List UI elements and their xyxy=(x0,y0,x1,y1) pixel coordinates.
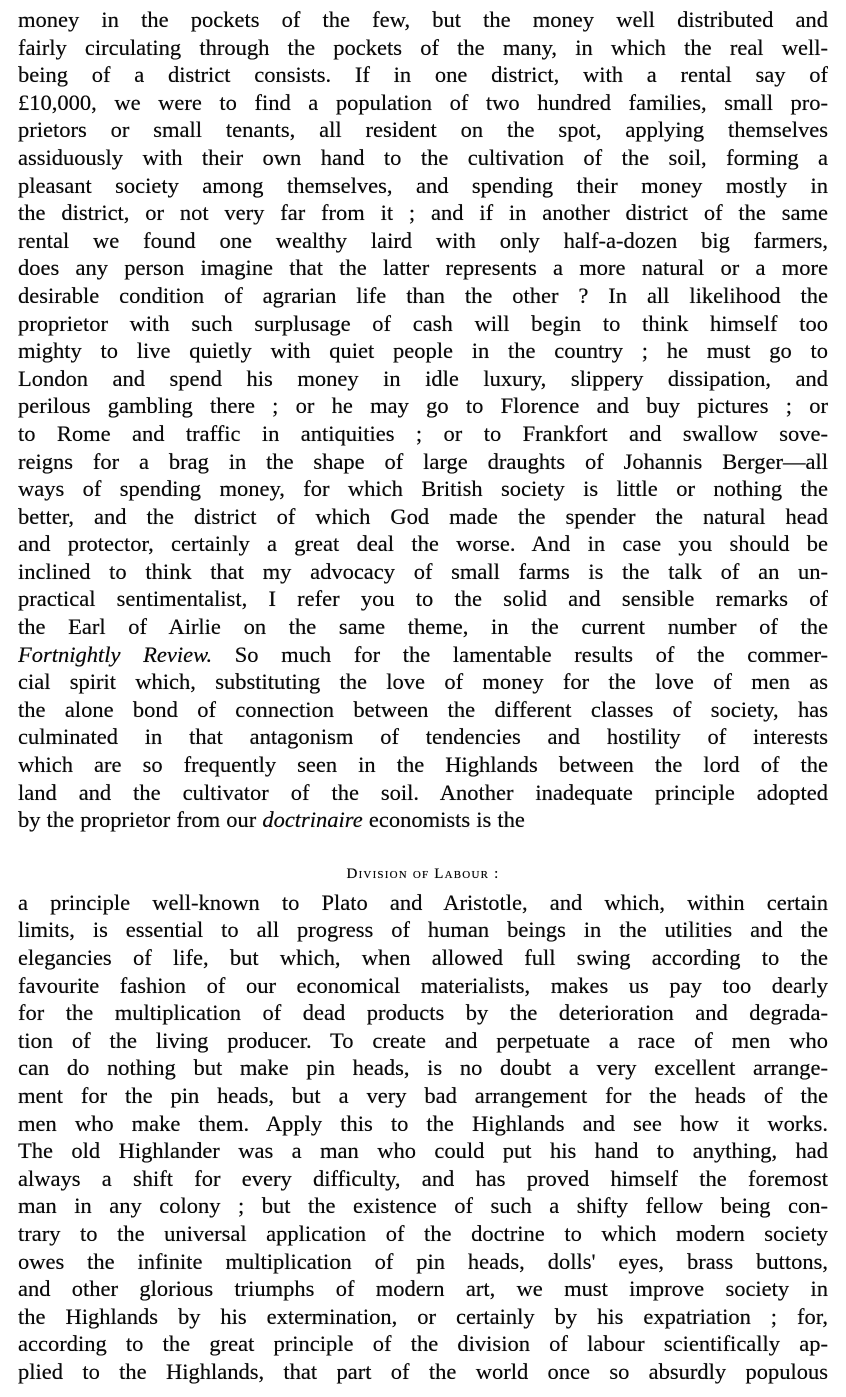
text-line xyxy=(18,420,828,448)
text-line xyxy=(18,365,828,393)
text-segment: does any person imagine that the latter represents a more natural or a more xyxy=(18,255,828,281)
text-segment: and other glorious triumphs of modern art, we must improve society in xyxy=(18,1276,828,1302)
text-segment: a principle well-known to Plato and Aristotle, and which, within certain xyxy=(18,889,828,915)
text-line xyxy=(18,668,828,696)
text-line xyxy=(18,1165,828,1193)
text-segment: desirable condition of agrarian life than the other ? In all likelihood the xyxy=(18,282,828,308)
paragraph-small-farms xyxy=(18,6,828,834)
text-segment: limits, is essential to all progress of human beings in the utilities and the xyxy=(18,917,828,943)
text-segment: which are so frequently seen in the Highlands between the lord of the xyxy=(18,752,828,778)
text-line xyxy=(18,641,828,669)
text-line xyxy=(18,1110,828,1138)
text-segment: elegancies of life, but which, when allowed full swing according to the xyxy=(18,945,828,970)
text-segment: reigns for a brag in the shape of large draughts of Johannis Berger—all xyxy=(18,448,828,474)
text-segment: the Highlands by his extermination, or certainly by his expatriation ; for, xyxy=(18,1303,828,1329)
text-line xyxy=(18,613,828,641)
text-segment: £10,000, we were to find a population of two hundred families, small pro- xyxy=(18,89,828,115)
text-line xyxy=(18,282,828,310)
text-line xyxy=(18,1054,828,1082)
text-line xyxy=(18,116,828,144)
text-line xyxy=(18,779,828,807)
text-line xyxy=(18,448,828,476)
text-line xyxy=(18,916,828,944)
text-line xyxy=(18,1082,828,1110)
text-line xyxy=(18,723,828,751)
italic-text: doctrinaire xyxy=(262,807,363,833)
paragraph-division-of-labour xyxy=(18,889,828,1386)
text-segment: and protector, certainly a great deal the worse. And in case you should be xyxy=(18,531,828,557)
text-line xyxy=(18,89,828,117)
text-segment: fairly circulating through the pockets of the many, in which the real well- xyxy=(18,34,828,60)
text-segment: men who make them. Apply this to the Highlands and see how it works. xyxy=(18,1110,828,1136)
text-segment: better, and the district of which God made the spender the natural head xyxy=(18,503,828,529)
text-line xyxy=(18,227,828,255)
text-line xyxy=(18,1303,828,1331)
italic-text: Fortnightly Review. xyxy=(18,641,213,667)
text-line xyxy=(18,972,828,1000)
text-segment: rental we found one wealthy laird with only half-a-dozen big farmers, xyxy=(18,227,828,253)
text-segment: economists is the xyxy=(362,807,525,833)
text-line xyxy=(18,34,828,62)
text-segment: mighty to live quietly with quiet people in the country ; he must go to xyxy=(18,338,828,364)
text-line xyxy=(18,392,828,420)
text-segment: for the multiplication of dead products by the deterioration and degrada- xyxy=(18,1000,828,1026)
text-segment: inclined to think that my advocacy of small farms is the talk of an un- xyxy=(18,558,828,584)
text-segment: owes the infinite multiplication of pin heads, dolls' eyes, brass buttons, xyxy=(18,1248,828,1274)
text-line xyxy=(18,1220,828,1248)
text-segment: So much for the lamentable results of the commer- xyxy=(212,641,828,667)
text-line xyxy=(18,310,828,338)
text-segment: by the proprietor from our xyxy=(18,807,263,833)
section-heading: Division of Labour : xyxy=(346,865,500,882)
text-line xyxy=(18,254,828,282)
text-line xyxy=(18,1248,828,1276)
text-segment: pleasant society among themselves, and spending their money mostly in xyxy=(18,172,828,198)
text-segment: London and spend his money in idle luxury, slippery dissipation, and xyxy=(18,365,828,391)
text-segment: ment for the pin heads, but a very bad arrangement for the heads of the xyxy=(18,1082,828,1108)
text-line xyxy=(18,1137,828,1165)
text-segment: cial spirit which, substituting the love of money for the love of men as xyxy=(18,669,828,695)
text-segment: perilous gambling there ; or he may go to Florence and buy pictures ; or xyxy=(18,393,828,419)
text-line xyxy=(18,1192,828,1220)
text-line xyxy=(18,751,828,779)
text-line xyxy=(18,944,828,972)
text-segment: always a shift for every difficulty, and has proved himself the foremost xyxy=(18,1165,828,1191)
text-segment: assiduously with their own hand to the cultivation of the soil, forming a xyxy=(18,144,828,170)
text-line xyxy=(18,6,828,34)
text-line xyxy=(18,806,828,834)
text-segment: the alone bond of connection between the different classes of society, has xyxy=(18,696,828,722)
text-segment: tion of the living producer. To create and perpetuate a race of men who xyxy=(18,1027,828,1053)
text-segment: being of a district consists. If in one district, with a rental say of xyxy=(18,62,828,88)
text-segment: trary to the universal application of the doctrine to which modern society xyxy=(18,1220,828,1246)
text-segment: proprietor with such surplusage of cash will begin to think himself too xyxy=(18,310,828,336)
text-line xyxy=(18,1358,828,1386)
text-line xyxy=(18,1330,828,1358)
text-line xyxy=(18,1027,828,1055)
text-line xyxy=(18,199,828,227)
text-segment: the district, or not very far from it ; and if in another district of the same xyxy=(18,200,828,226)
text-line xyxy=(18,585,828,613)
text-segment: prietors or small tenants, all resident on the spot, applying themselves xyxy=(18,117,828,143)
text-segment: culminated in that antagonism of tendencies and hostility of interests xyxy=(18,724,828,750)
text-line xyxy=(18,999,828,1027)
text-segment: can do nothing but make pin heads, is no doubt a very excellent arrange- xyxy=(18,1055,828,1081)
text-line xyxy=(18,558,828,586)
text-line xyxy=(18,61,828,89)
text-line xyxy=(18,503,828,531)
text-line xyxy=(18,1275,828,1303)
text-segment: according to the great principle of the division of labour scientifically ap- xyxy=(18,1331,828,1357)
text-segment: money in the pockets of the few, but the money well distributed and xyxy=(18,7,828,32)
document-page xyxy=(18,6,828,1386)
text-line xyxy=(18,889,828,917)
text-line xyxy=(18,475,828,503)
text-line xyxy=(18,172,828,200)
text-segment: the Earl of Airlie on the same theme, in the current number of the xyxy=(18,614,828,640)
text-segment: plied to the Highlands, that part of the world once so absurdly populous xyxy=(18,1358,828,1384)
text-line xyxy=(18,530,828,558)
text-segment: to Rome and traffic in antiquities ; or to Frankfort and swallow sove- xyxy=(18,420,828,446)
text-line xyxy=(18,144,828,172)
text-segment: favourite fashion of our economical materialists, makes us pay too dearly xyxy=(18,972,828,998)
text-line xyxy=(18,337,828,365)
text-segment: land and the cultivator of the soil. Another inadequate principle adopted xyxy=(18,779,828,805)
text-segment: man in any colony ; but the existence of such a shifty fellow being con- xyxy=(18,1193,828,1219)
text-line xyxy=(18,696,828,724)
text-segment: The old Highlander was a man who could put his hand to anything, had xyxy=(18,1138,828,1164)
text-segment: practical sentimentalist, I refer you to the solid and sensible remarks of xyxy=(18,586,828,612)
text-segment: ways of spending money, for which British society is little or nothing the xyxy=(18,476,828,502)
